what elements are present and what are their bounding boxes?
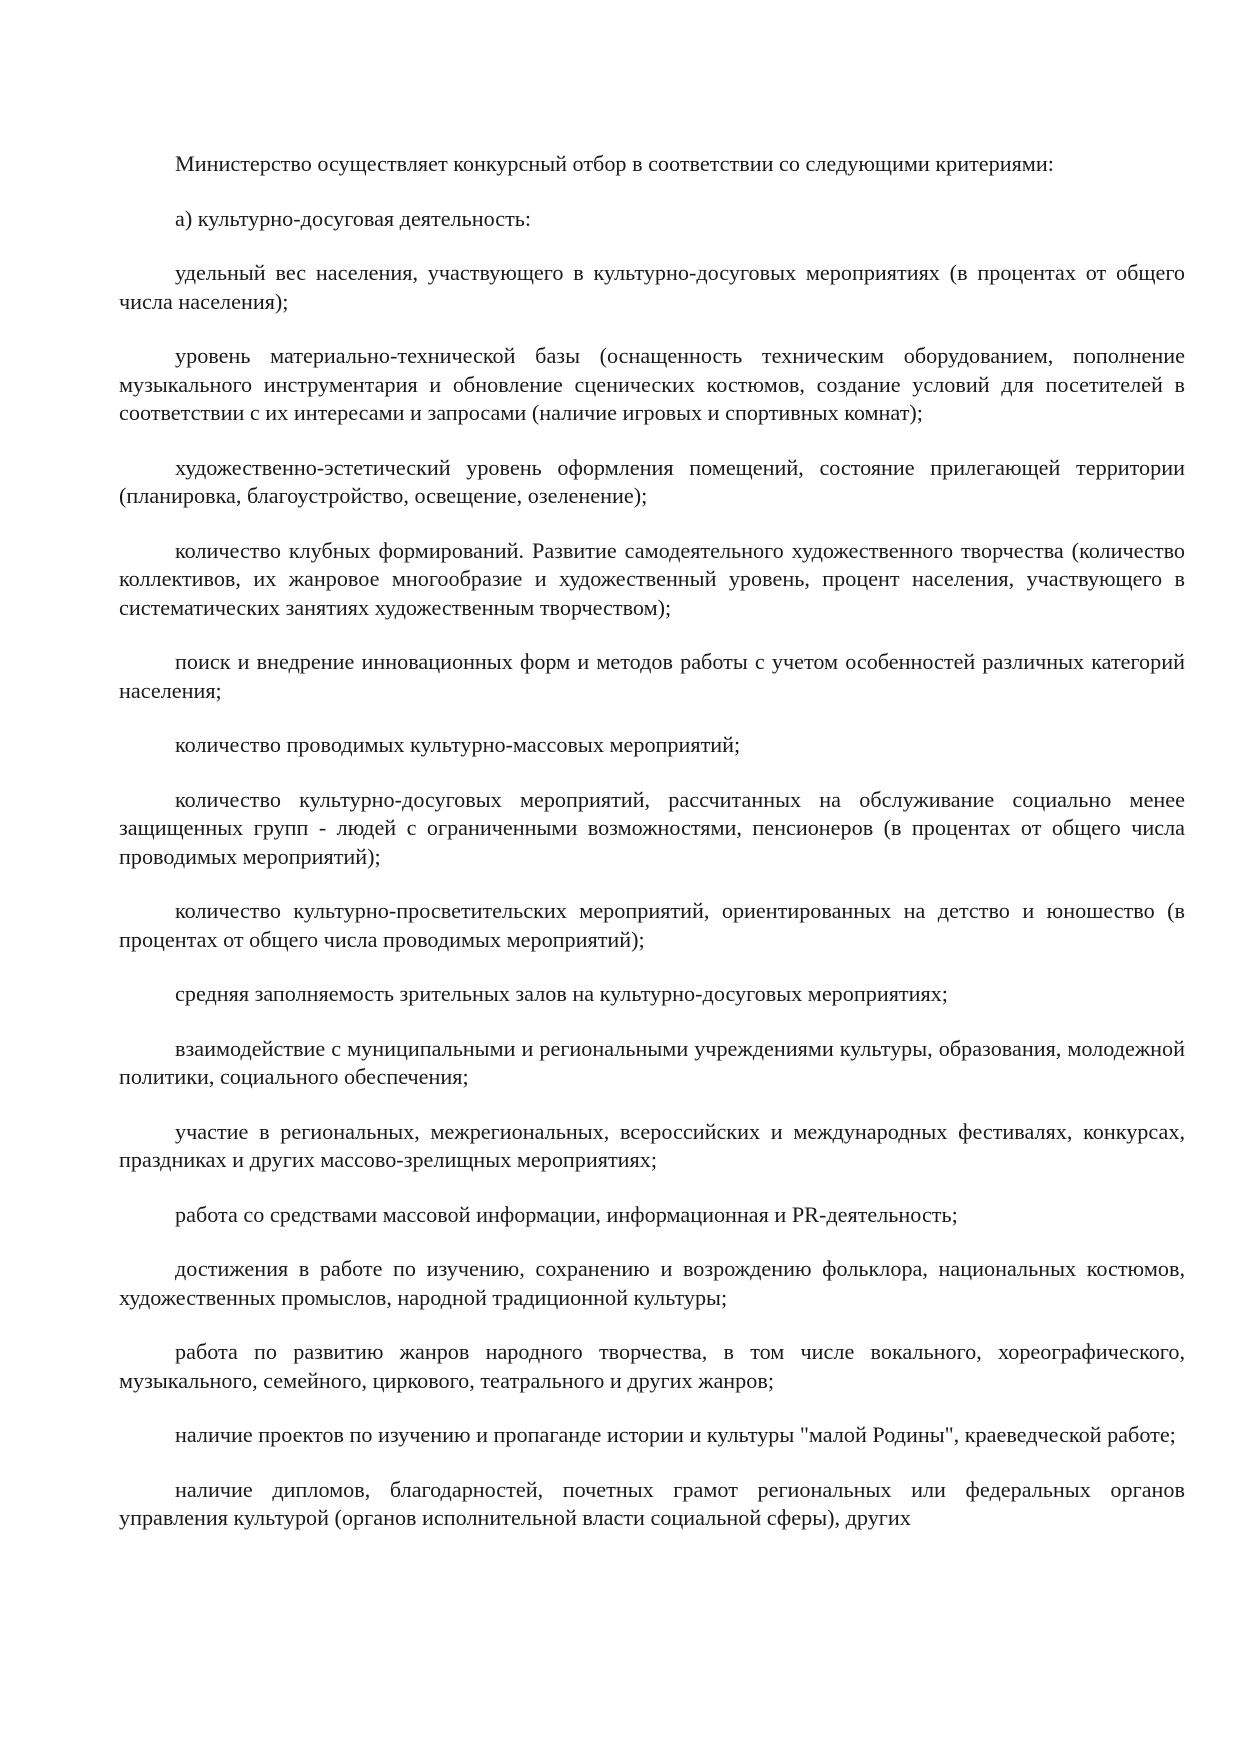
- criterion-item: работа по развитию жанров народного творчества, в том числе вокального, хореографического, музыкального, семейного, циркового, театрального и других жанров;: [119, 1339, 1185, 1393]
- criterion-item: участие в региональных, межрегиональных, всероссийских и международных фестивалях, конкурсах, праздниках и других массово-зрелищных мероприятиях;: [119, 1118, 1185, 1172]
- document-body: [119, 150, 1185, 1559]
- criterion-item: работа со средствами массовой информации, информационная и PR-деятельность;: [175, 1201, 958, 1227]
- criterion-item: средняя заполняемость зрительных залов на культурно-досуговых мероприятиях;: [175, 981, 948, 1006]
- criterion-item: количество культурно-просветительских мероприятий, ориентированных на детство и юношество (в процентах от общего числа проводимых мероприятий);: [119, 898, 1185, 952]
- paragraph-section-a: а) культурно-досуговая деятельность:: [175, 205, 532, 231]
- criterion-item: количество культурно-досуговых мероприятий, рассчитанных на обслуживание социально менее защищенных групп - людей с ограниченными возможностями, пенсионеров (в процентах от общего числа проводимых мероприятий);: [119, 786, 1185, 869]
- criterion-item: удельный вес населения, участвующего в культурно-досуговых мероприятиях (в процентах от общего числа населения);: [119, 260, 1185, 314]
- criterion-item: количество проводимых культурно-массовых мероприятий;: [175, 732, 741, 757]
- criterion-item: уровень материально-технической базы (оснащенность техническим оборудованием, пополнение музыкального инструментария и обновление сценических костюмов, создание условий для посетителей в соответствии с их интересами и запросами (наличие игровых и спортивных комнат);: [119, 343, 1185, 425]
- criterion-item: наличие дипломов, благодарностей, почетных грамот региональных или федеральных органов управления культурой (органов исполнительной власти социальной сферы), других: [119, 1476, 1185, 1530]
- criterion-item: достижения в работе по изучению, сохранению и возрождению фольклора, национальных костюмов, художественных промыслов, народной традиционной культуры;: [119, 1256, 1185, 1310]
- criterion-item: наличие проектов по изучению и пропаганде истории и культуры "малой Родины", краеведческой работе;: [175, 1422, 1176, 1447]
- criterion-item: количество клубных формирований. Развитие самодеятельного художественного творчества (количество коллективов, их жанровое многообразие и художественный уровень, процент населения, участвующего в систематических занятиях художественным творчеством);: [119, 537, 1185, 620]
- criterion-item: взаимодействие с муниципальными и региональными учреждениями культуры, образования, молодежной политики, социального обеспечения;: [119, 1035, 1185, 1089]
- criterion-item: поиск и внедрение инновационных форм и методов работы с учетом особенностей различных категорий населения;: [119, 649, 1185, 703]
- paragraph-intro: Министерство осуществляет конкурсный отбор в соответствии со следующими критериями:: [175, 151, 1054, 176]
- criterion-item: художественно-эстетический уровень оформления помещений, состояние прилегающей территории (планировка, благоустройство, освещение, озеленение);: [119, 454, 1185, 508]
